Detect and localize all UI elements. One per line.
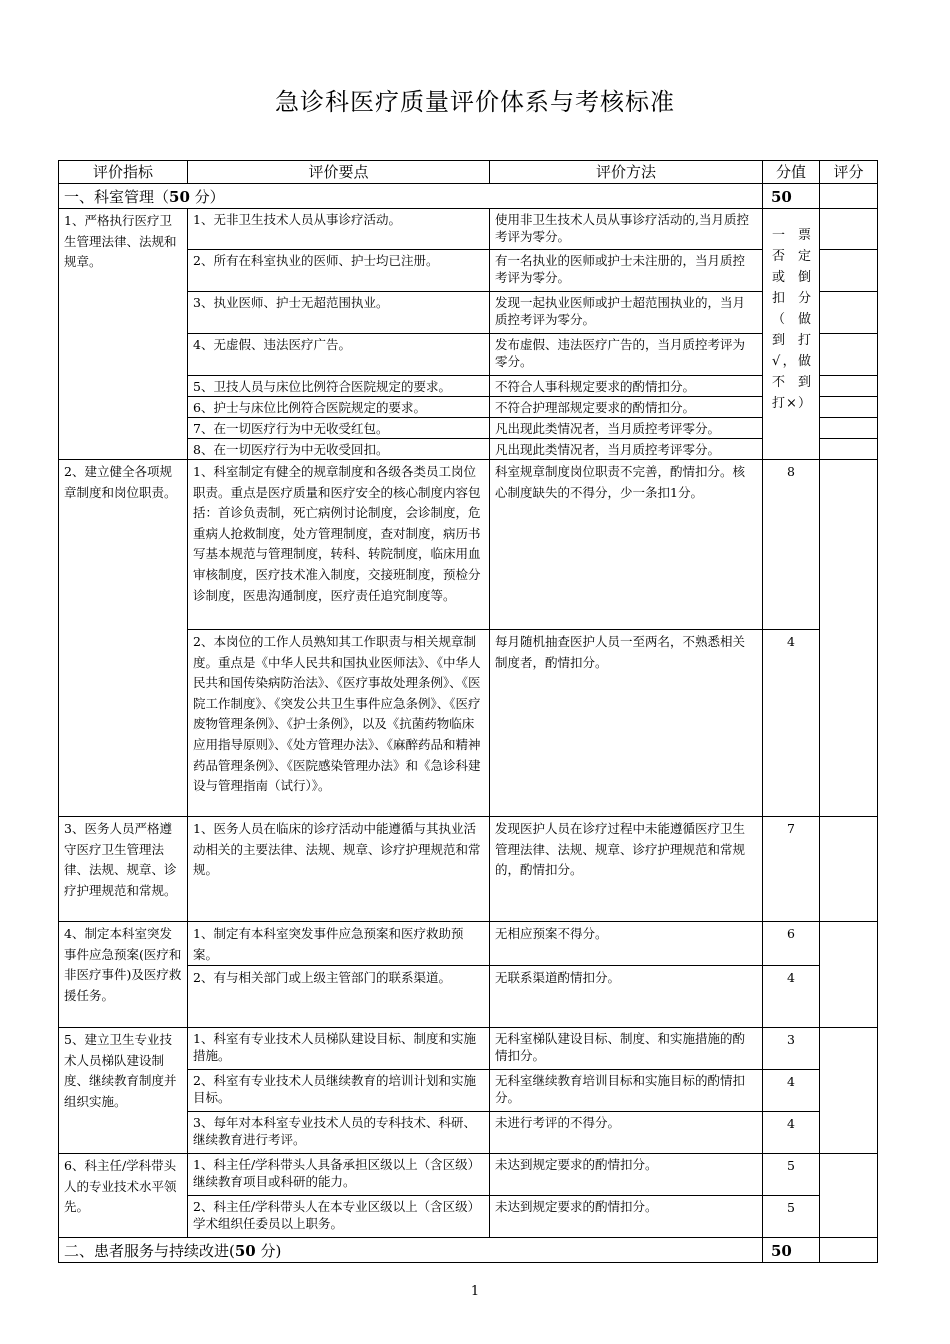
score-cell: 4: [763, 630, 820, 817]
header-value: 分值: [763, 161, 820, 184]
method-cell: 凡出现此类情况者，当月质控考评零分。: [490, 418, 763, 439]
method-cell: 有一名执业的医师或护士未注册的，当月质控考评为零分。: [490, 250, 763, 292]
point-cell: 1、制定有本科室突发事件应急预案和医疗救助预案。: [188, 922, 490, 966]
score-cell: 7: [763, 817, 820, 922]
rating-cell[interactable]: [820, 397, 878, 418]
rating-cell[interactable]: [820, 922, 878, 1028]
method-cell: 使用非卫生技术人员从事诊疗活动的,当月质控考评为零分。: [490, 209, 763, 250]
section-rating-cell[interactable]: [820, 184, 878, 209]
method-cell: 未达到规定要求的酌情扣分。: [490, 1154, 763, 1196]
point-cell: 2、科室有专业技术人员继续教育的培训计划和实施目标。: [188, 1070, 490, 1112]
table-row: [59, 922, 878, 966]
point-cell: 1、科主任/学科带头人具备承担区级以上（含区级）继续教育项目或科研的能力。: [188, 1154, 490, 1196]
method-cell: 科室规章制度岗位职责不完善，酌情扣分。核心制度缺失的不得分，少一条扣1分。: [490, 460, 763, 630]
section-title: 二、患者服务与持续改进(50 分): [59, 1238, 763, 1263]
point-cell: 2、有与相关部门或上级主管部门的联系渠道。: [188, 966, 490, 1028]
score-cell: 4: [763, 1070, 820, 1112]
table-row: [59, 1028, 878, 1070]
method-cell: 无联系渠道酌情扣分。: [490, 966, 763, 1028]
header-indicator: 评价指标: [59, 161, 188, 184]
score-cell: 4: [763, 1112, 820, 1154]
point-cell: 2、本岗位的工作人员熟知其工作职责与相关规章制度。重点是《中华人民共和国执业医师法》、《中华人民共和国传染病防治法》、《医疗事故处理条例》、《医院工作制度》、《突发公共卫生事件应急条例》、《医疗废物管理条例》、《护士条例》，以及《抗菌药物临床应用指导原则》、《处方管理办法》、《麻醉药品和精神药品管理条例》、《医院感染管理办法》和《急诊科建设与管理指南（试行）》。: [188, 630, 490, 817]
rating-cell[interactable]: [820, 292, 878, 334]
rating-cell[interactable]: [820, 817, 878, 922]
method-cell: 无科室继续教育培训目标和实施目标的酌情扣分。: [490, 1070, 763, 1112]
score-cell: 4: [763, 966, 820, 1028]
method-cell: 无相应预案不得分。: [490, 922, 763, 966]
method-cell: 未进行考评的不得分。: [490, 1112, 763, 1154]
section-score: 50: [763, 184, 820, 209]
section-title: 一、科室管理（50 分）: [59, 184, 763, 209]
point-cell: 2、所有在科室执业的医师、护士均已注册。: [188, 250, 490, 292]
table-row: [59, 460, 878, 630]
score-cell: 5: [763, 1196, 820, 1238]
rating-cell[interactable]: [820, 376, 878, 397]
indicator-cell: 5、建立卫生专业技术人员梯队建设制度、继续教育制度并组织实施。: [59, 1028, 188, 1154]
section-row-patient-service: [59, 1238, 878, 1263]
rating-cell[interactable]: [820, 209, 878, 250]
indicator-cell: 3、医务人员严格遵守医疗卫生管理法律、法规、规章、诊疗护理规范和常规。: [59, 817, 188, 922]
indicator-cell: 2、建立健全各项规章制度和岗位职责。: [59, 460, 188, 817]
score-cell: 6: [763, 922, 820, 966]
evaluation-table: [58, 160, 878, 1263]
point-cell: 6、护士与床位比例符合医院规定的要求。: [188, 397, 490, 418]
method-cell: 无科室梯队建设目标、制度、和实施措施的酌情扣分。: [490, 1028, 763, 1070]
point-cell: 5、卫技人员与床位比例符合医院规定的要求。: [188, 376, 490, 397]
method-cell: 每月随机抽查医护人员一至两名，不熟悉相关制度者，酌情扣分。: [490, 630, 763, 817]
point-cell: 1、科室有专业技术人员梯队建设目标、制度和实施措施。: [188, 1028, 490, 1070]
rating-cell[interactable]: [820, 418, 878, 439]
method-cell: 发现一起执业医师或护士超范围执业的，当月质控考评为零分。: [490, 292, 763, 334]
score-cell: 8: [763, 460, 820, 630]
point-cell: 1、医务人员在临床的诊疗活动中能遵循与其执业活动相关的主要法律、法规、规章、诊疗护理规范和常规。: [188, 817, 490, 922]
section-rating-cell[interactable]: [820, 1238, 878, 1263]
table-row: [59, 817, 878, 922]
method-cell: 发布虚假、违法医疗广告的，当月质控考评为零分。: [490, 334, 763, 376]
indicator-cell: 6、科主任/学科带头人的专业技术水平领先。: [59, 1154, 188, 1238]
header-points: 评价要点: [188, 161, 490, 184]
header-method: 评价方法: [490, 161, 763, 184]
section-row-management: [59, 184, 878, 209]
table-row: [59, 209, 878, 250]
method-cell: 凡出现此类情况者，当月质控考评零分。: [490, 439, 763, 460]
section-score: 50: [763, 1238, 820, 1263]
page-title: 急诊科医疗质量评价体系与考核标准: [275, 88, 675, 116]
page-number: 1: [470, 1284, 480, 1299]
method-cell: 未达到规定要求的酌情扣分。: [490, 1196, 763, 1238]
point-cell: 1、无非卫生技术人员从事诊疗活动。: [188, 209, 490, 250]
rating-cell[interactable]: [820, 250, 878, 292]
header-rating: 评分: [820, 161, 878, 184]
rating-cell[interactable]: [820, 439, 878, 460]
point-cell: 3、执业医师、护士无超范围执业。: [188, 292, 490, 334]
rating-cell[interactable]: [820, 460, 878, 817]
indicator-cell: 4、制定本科室突发事件应急预案(医疗和非医疗事件)及医疗救援任务。: [59, 922, 188, 1028]
method-cell: 发现医护人员在诊疗过程中未能遵循医疗卫生管理法律、法规、规章、诊疗护理规范和常规的，酌情扣分。: [490, 817, 763, 922]
rating-cell[interactable]: [820, 334, 878, 376]
rating-cell[interactable]: [820, 1028, 878, 1154]
indicator-cell: 1、严格执行医疗卫生管理法律、法规和规章。: [59, 209, 188, 460]
point-cell: 4、无虚假、违法医疗广告。: [188, 334, 490, 376]
table-row: [59, 1154, 878, 1196]
score-cell: 5: [763, 1154, 820, 1196]
method-cell: 不符合护理部规定要求的酌情扣分。: [490, 397, 763, 418]
rating-cell[interactable]: [820, 1154, 878, 1238]
method-cell: 不符合人事科规定要求的酌情扣分。: [490, 376, 763, 397]
point-cell: 8、在一切医疗行为中无收受回扣。: [188, 439, 490, 460]
table-header-row: [59, 161, 878, 184]
point-cell: 1、科室制定有健全的规章制度和各级各类员工岗位职责。重点是医疗质量和医疗安全的核心制度内容包括：首诊负责制，死亡病例讨论制度，会诊制度，危重病人抢救制度，处方管理制度，查对制度，病历书写基本规范与管理制度，转科、转院制度，临床用血审核制度，医疗技术准入制度，交接班制度，预检分诊制度，医患沟通制度，医疗责任追究制度等。: [188, 460, 490, 630]
point-cell: 2、科主任/学科带头人在本专业区级以上（含区级）学术组织任委员以上职务。: [188, 1196, 490, 1238]
point-cell: 7、在一切医疗行为中无收受红包。: [188, 418, 490, 439]
point-cell: 3、每年对本科室专业技术人员的专科技术、科研、继续教育进行考评。: [188, 1112, 490, 1154]
veto-note: 一 票 否 定 或 倒 扣 分 （ 做 到 打 √，做 不 到 打×）: [763, 209, 820, 460]
score-cell: 3: [763, 1028, 820, 1070]
